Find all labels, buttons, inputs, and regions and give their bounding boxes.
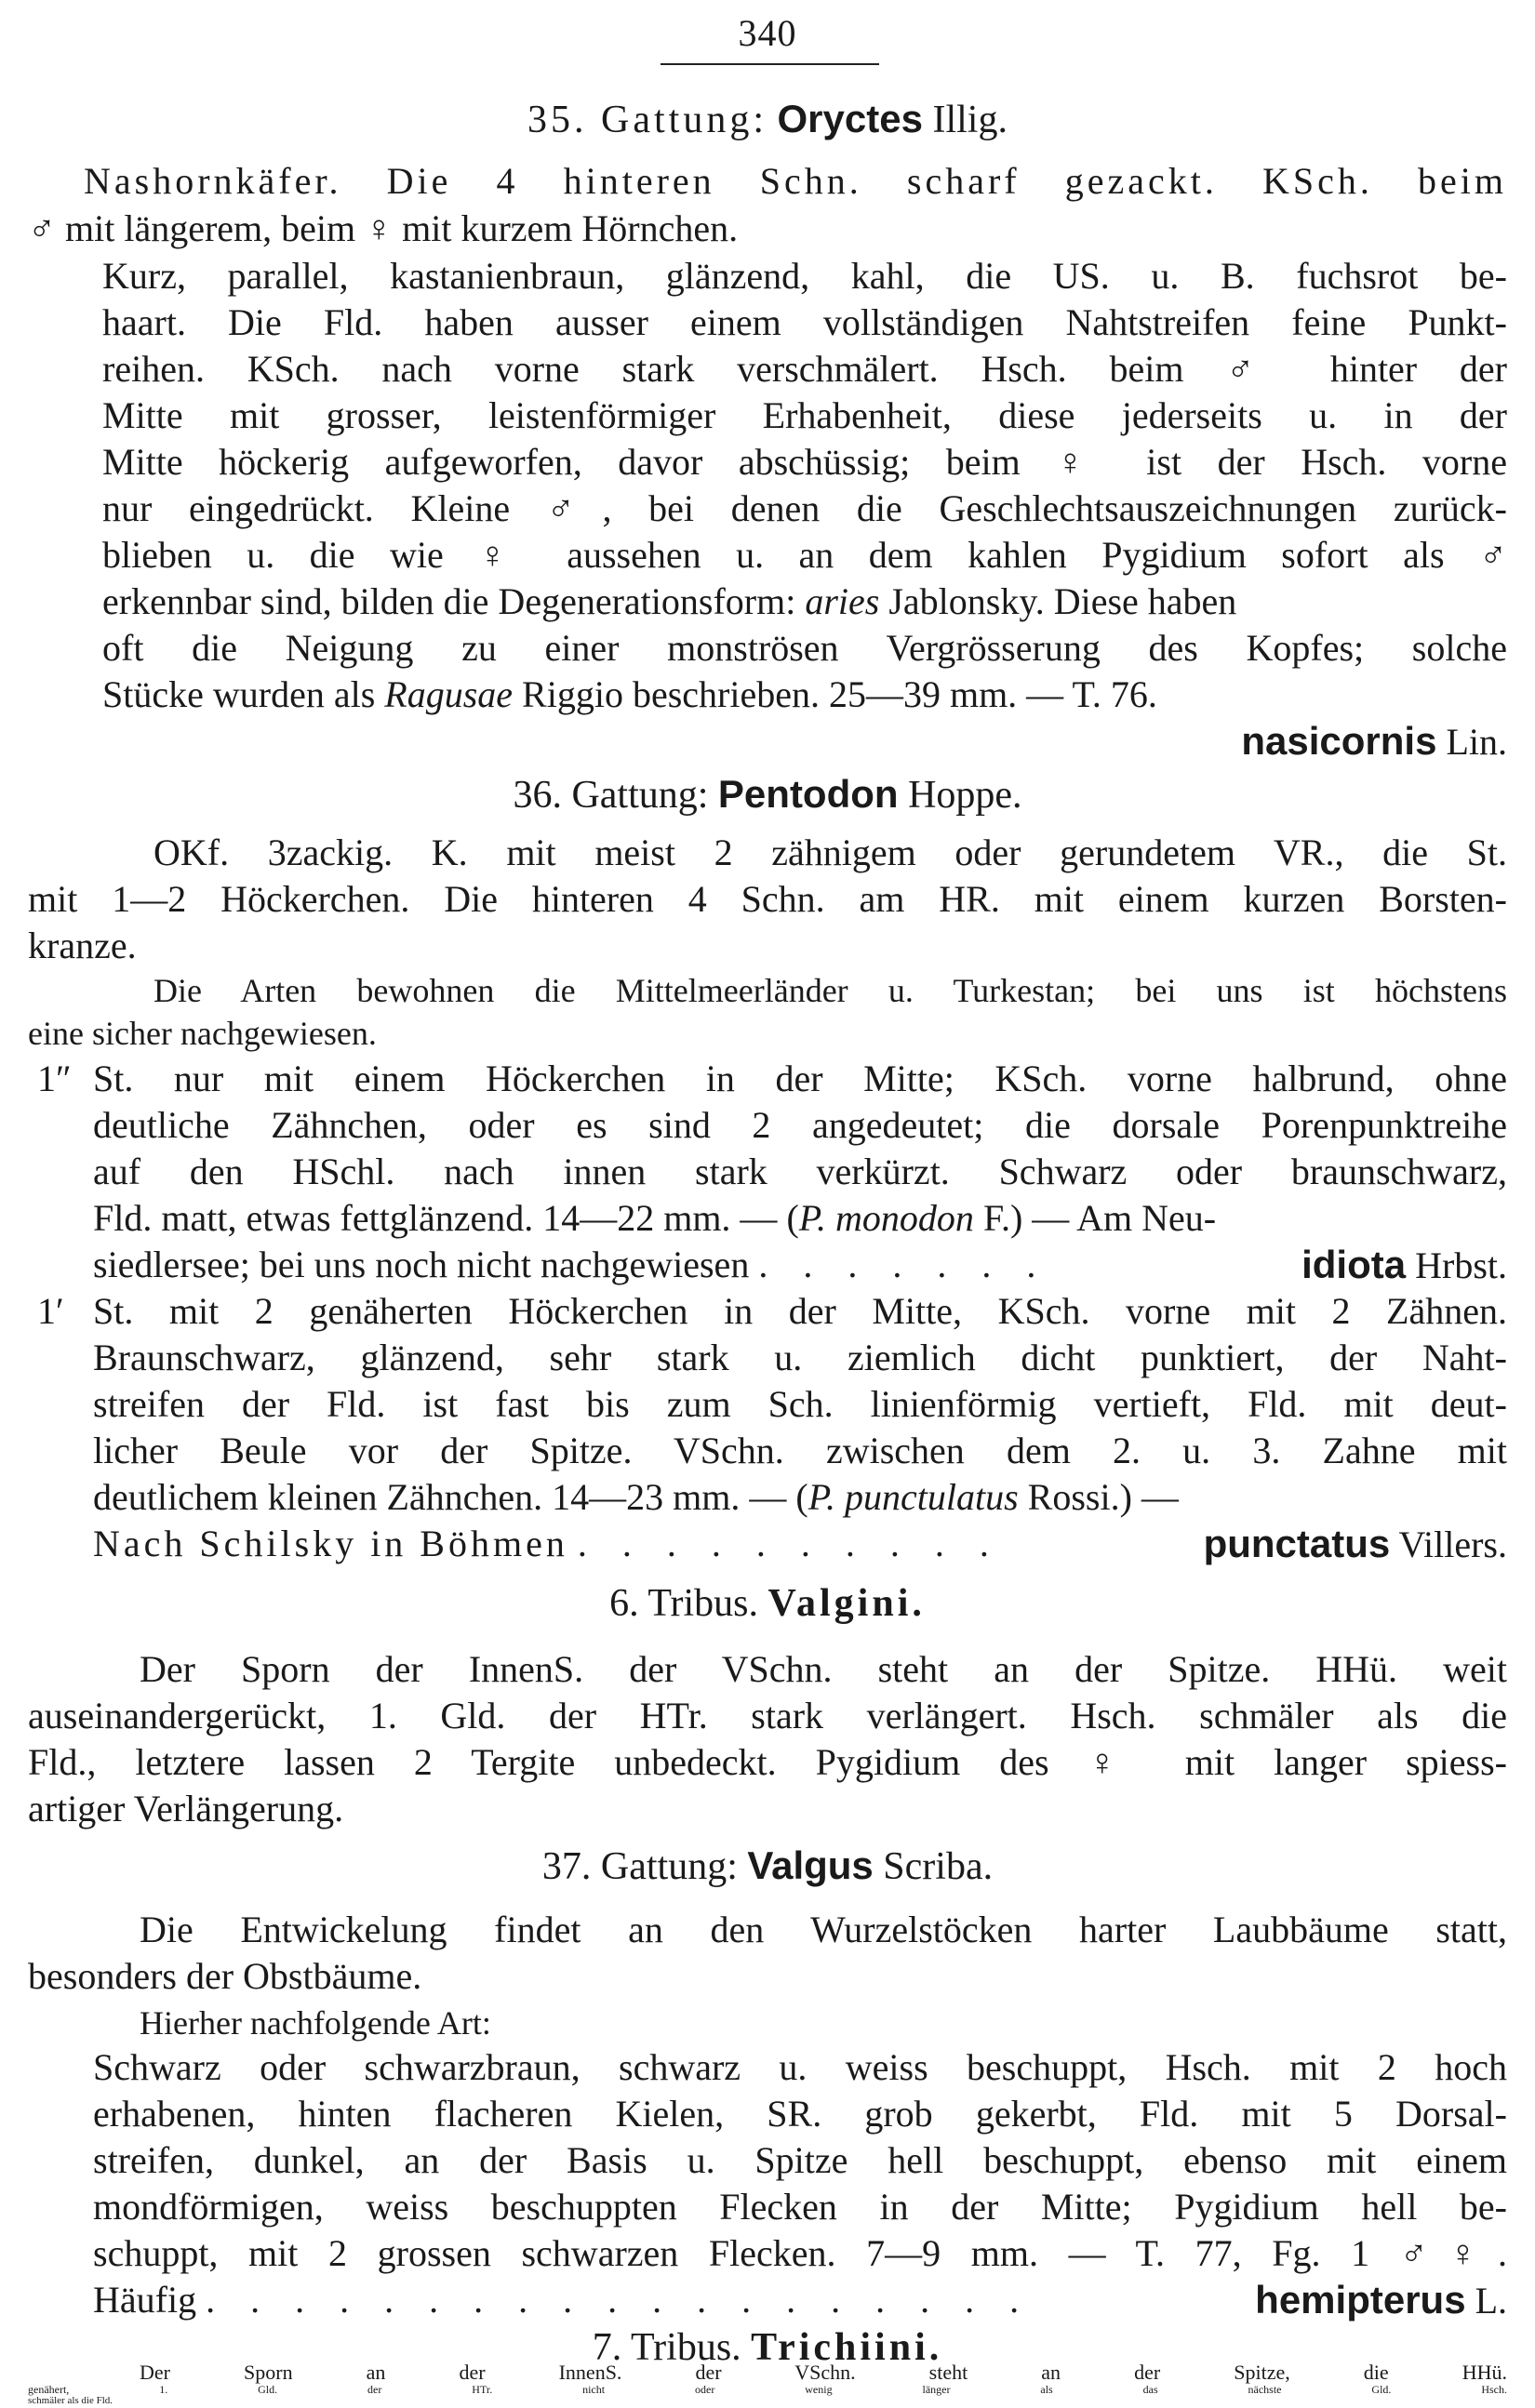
text-line: Die Arten bewohnen die Mittelmeerländer u. Turkestan; bei uns ist höchstens <box>154 972 1507 1009</box>
tribus-heading-valgini <box>0 1581 1535 1626</box>
text-line: reihen. KSch. nach vorne stark verschmälert. Hsch. beim ♂ hinter der <box>102 348 1507 390</box>
text-line: St. nur mit einem Höckerchen in der Mitte; KSch. vorne halbrund, ohne <box>93 1058 1507 1099</box>
text-line: Hierher nachfolgende Art: <box>140 2004 491 2042</box>
text-line: Nashornkäfer. Die 4 hinteren Schn. scharf gezackt. KSch. beim <box>84 160 1507 202</box>
text-line: nur eingedrückt. Kleine ♂, bei denen die Geschlechtsauszeichnungen zurück- <box>102 487 1507 529</box>
synonym-name: P. monodon <box>798 1197 974 1239</box>
text-line: besonders der Obstbäume. <box>28 1955 422 1997</box>
text-line: genähert, 1. Gld. der HTr. nicht oder wenig länger als das nächste Gld. Hsch. <box>28 2383 1507 2396</box>
text-line: deutliche Zähnchen, oder es sind 2 angedeutet; die dorsale Porenpunktreihe <box>93 1104 1507 1146</box>
species-name: nasicornis <box>1241 719 1437 763</box>
species-name: hemipterus <box>1255 2278 1466 2322</box>
synonym-name: P. punctulatus <box>808 1476 1019 1518</box>
form-name: Ragusae <box>384 673 514 715</box>
text-line: Fld., letztere lassen 2 Tergite unbedeckt. Pygidium des ♀ mit langer spiess- <box>28 1741 1507 1783</box>
text-line: siedlersee; bei uns noch nicht nachgewiesen . . . . . . . <box>93 1244 1049 1285</box>
text-line: Die Entwickelung findet an den Wurzelstöcken harter Laubbäume statt, <box>140 1909 1507 1950</box>
heading-number: 6. Tribus. <box>609 1582 759 1625</box>
text-line: Nach Schilsky in Böhmen . . . . . . . . . . <box>93 1523 1002 1564</box>
tribus-name: Trichiini. <box>751 2326 943 2369</box>
species-author: L. <box>1475 2280 1507 2322</box>
text-line: Mitte mit grosser, leistenförmiger Erhabenheit, diese jederseits u. in der <box>102 394 1507 436</box>
text-line: Der Sporn der InnenS. der VSchn. steht an der Spitze. HHü. weit <box>140 1648 1507 1690</box>
key-mark: 1″ <box>37 1058 72 1099</box>
text-line: Schwarz oder schwarzbraun, schwarz u. weiss beschuppt, Hsch. mit 2 hoch <box>93 2046 1507 2088</box>
species-author: Villers. <box>1398 1523 1507 1565</box>
genus-author: Illig. <box>932 99 1008 141</box>
page-number: 340 <box>738 12 797 54</box>
heading-number: 37. Gattung: <box>541 1845 738 1888</box>
heading-number: 35. Gattung: <box>527 99 768 141</box>
text-line: schuppt, mit 2 grossen schwarzen Flecken. 7—9 mm. — T. 77, Fg. 1 ♂♀. <box>93 2232 1507 2274</box>
text-line: oft die Neigung zu einer monströsen Vergrösserung des Kopfes; solche <box>102 627 1507 669</box>
genus-name: Oryctes <box>777 97 923 140</box>
tribus-heading-trichiini <box>0 2325 1535 2369</box>
text-line: St. mit 2 genäherten Höckerchen in der Mitte, KSch. vorne mit 2 Zähnen. <box>93 1290 1507 1332</box>
species-author: Lin. <box>1446 721 1507 763</box>
text-line: erhabenen, hinten flacheren Kielen, SR. grob gekerbt, Fld. mit 5 Dorsal- <box>93 2093 1507 2135</box>
genus-author: Hoppe. <box>908 774 1022 817</box>
text-line: streifen der Fld. ist fast bis zum Sch. linienförmig vertieft, Fld. mit deut- <box>93 1383 1507 1425</box>
genus-author: Scriba. <box>883 1845 994 1888</box>
genus-name: Pentodon <box>717 772 899 816</box>
text-line: kranze. <box>28 925 137 966</box>
text-line: deutlichem kleinen Zähnchen. 14—23 mm. — (P. punctulatus Rossi.) — <box>93 1476 1179 1518</box>
text-line: Braunschwarz, glänzend, sehr stark u. ziemlich dicht punktiert, der Naht- <box>93 1337 1507 1378</box>
species-name: idiota <box>1301 1243 1407 1286</box>
text-line: Stücke wurden als Ragusae Riggio beschrieben. 25—39 mm. — T. 76. <box>102 673 1157 715</box>
header-rule <box>661 63 879 65</box>
text-line: ♂ mit längerem, beim ♀ mit kurzem Hörnchen. <box>28 207 739 249</box>
text-line: auseinandergerückt, 1. Gld. der HTr. stark verlängert. Hsch. schmäler als die <box>28 1695 1507 1736</box>
text-line: Mitte höckerig aufgeworfen, davor abschüssig; beim ♀ ist der Hsch. vorne <box>102 441 1507 483</box>
species-line <box>28 718 1507 765</box>
heading-number: 36. Gattung: <box>513 774 709 817</box>
species-line <box>28 1521 1507 1567</box>
genus-name: Valgus <box>747 1843 874 1887</box>
text-line: mondförmigen, weiss beschuppten Flecken in der Mitte; Pygidium hell be- <box>93 2186 1507 2228</box>
text-line: streifen, dunkel, an der Basis u. Spitze hell beschuppt, ebenso mit einem <box>93 2139 1507 2181</box>
text-line: erkennbar sind, bilden die Degenerationsform: aries Jablonsky. Diese haben <box>102 580 1237 622</box>
tribus-name: Valgini. <box>768 1582 926 1625</box>
text-line: schmäler als die Fld. <box>28 2395 113 2406</box>
text-line: artiger Verlängerung. <box>28 1788 344 1829</box>
heading-number: 7. Tribus. <box>592 2326 741 2369</box>
species-name: punctatus <box>1203 1522 1391 1565</box>
text-line: eine sicher nachgewiesen. <box>28 1015 377 1052</box>
genus-heading-pentodon <box>0 772 1535 818</box>
text-line: auf den HSchl. nach innen stark verkürzt. Schwarz oder braunschwarz, <box>93 1151 1507 1192</box>
text-line: Kurz, parallel, kastanienbraun, glänzend, kahl, die US. u. B. fuchsrot be- <box>102 255 1507 297</box>
species-line <box>28 2277 1507 2323</box>
text-line: Der Sporn an der InnenS. der VSchn. steht an der Spitze, die HHü. <box>140 2361 1507 2384</box>
text-line: mit 1—2 Höckerchen. Die hinteren 4 Schn. am HR. mit einem kurzen Borsten- <box>28 878 1507 920</box>
text-line: haart. Die Fld. haben ausser einem vollständigen Nahtstreifen feine Punkt- <box>102 301 1507 343</box>
text-line: Häufig . . . . . . . . . . . . . . . . . . . <box>93 2279 1033 2321</box>
genus-heading-oryctes <box>0 97 1535 142</box>
text-line: licher Beule vor der Spitze. VSchn. zwischen dem 2. u. 3. Zahne mit <box>93 1430 1507 1471</box>
genus-heading-valgus <box>0 1843 1535 1889</box>
text-line: OKf. 3zackig. K. mit meist 2 zähnigem oder gerundetem VR., die St. <box>154 831 1507 873</box>
text-line: blieben u. die wie ♀ aussehen u. an dem kahlen Pygidium sofort als ♂ <box>102 534 1507 576</box>
key-mark: 1′ <box>37 1290 64 1332</box>
text-line: Fld. matt, etwas fettglänzend. 14—22 mm. — (P. monodon F.) — Am Neu- <box>93 1197 1217 1239</box>
species-line <box>28 1242 1507 1288</box>
species-author: Hrbst. <box>1415 1244 1507 1286</box>
form-name: aries <box>805 580 880 622</box>
